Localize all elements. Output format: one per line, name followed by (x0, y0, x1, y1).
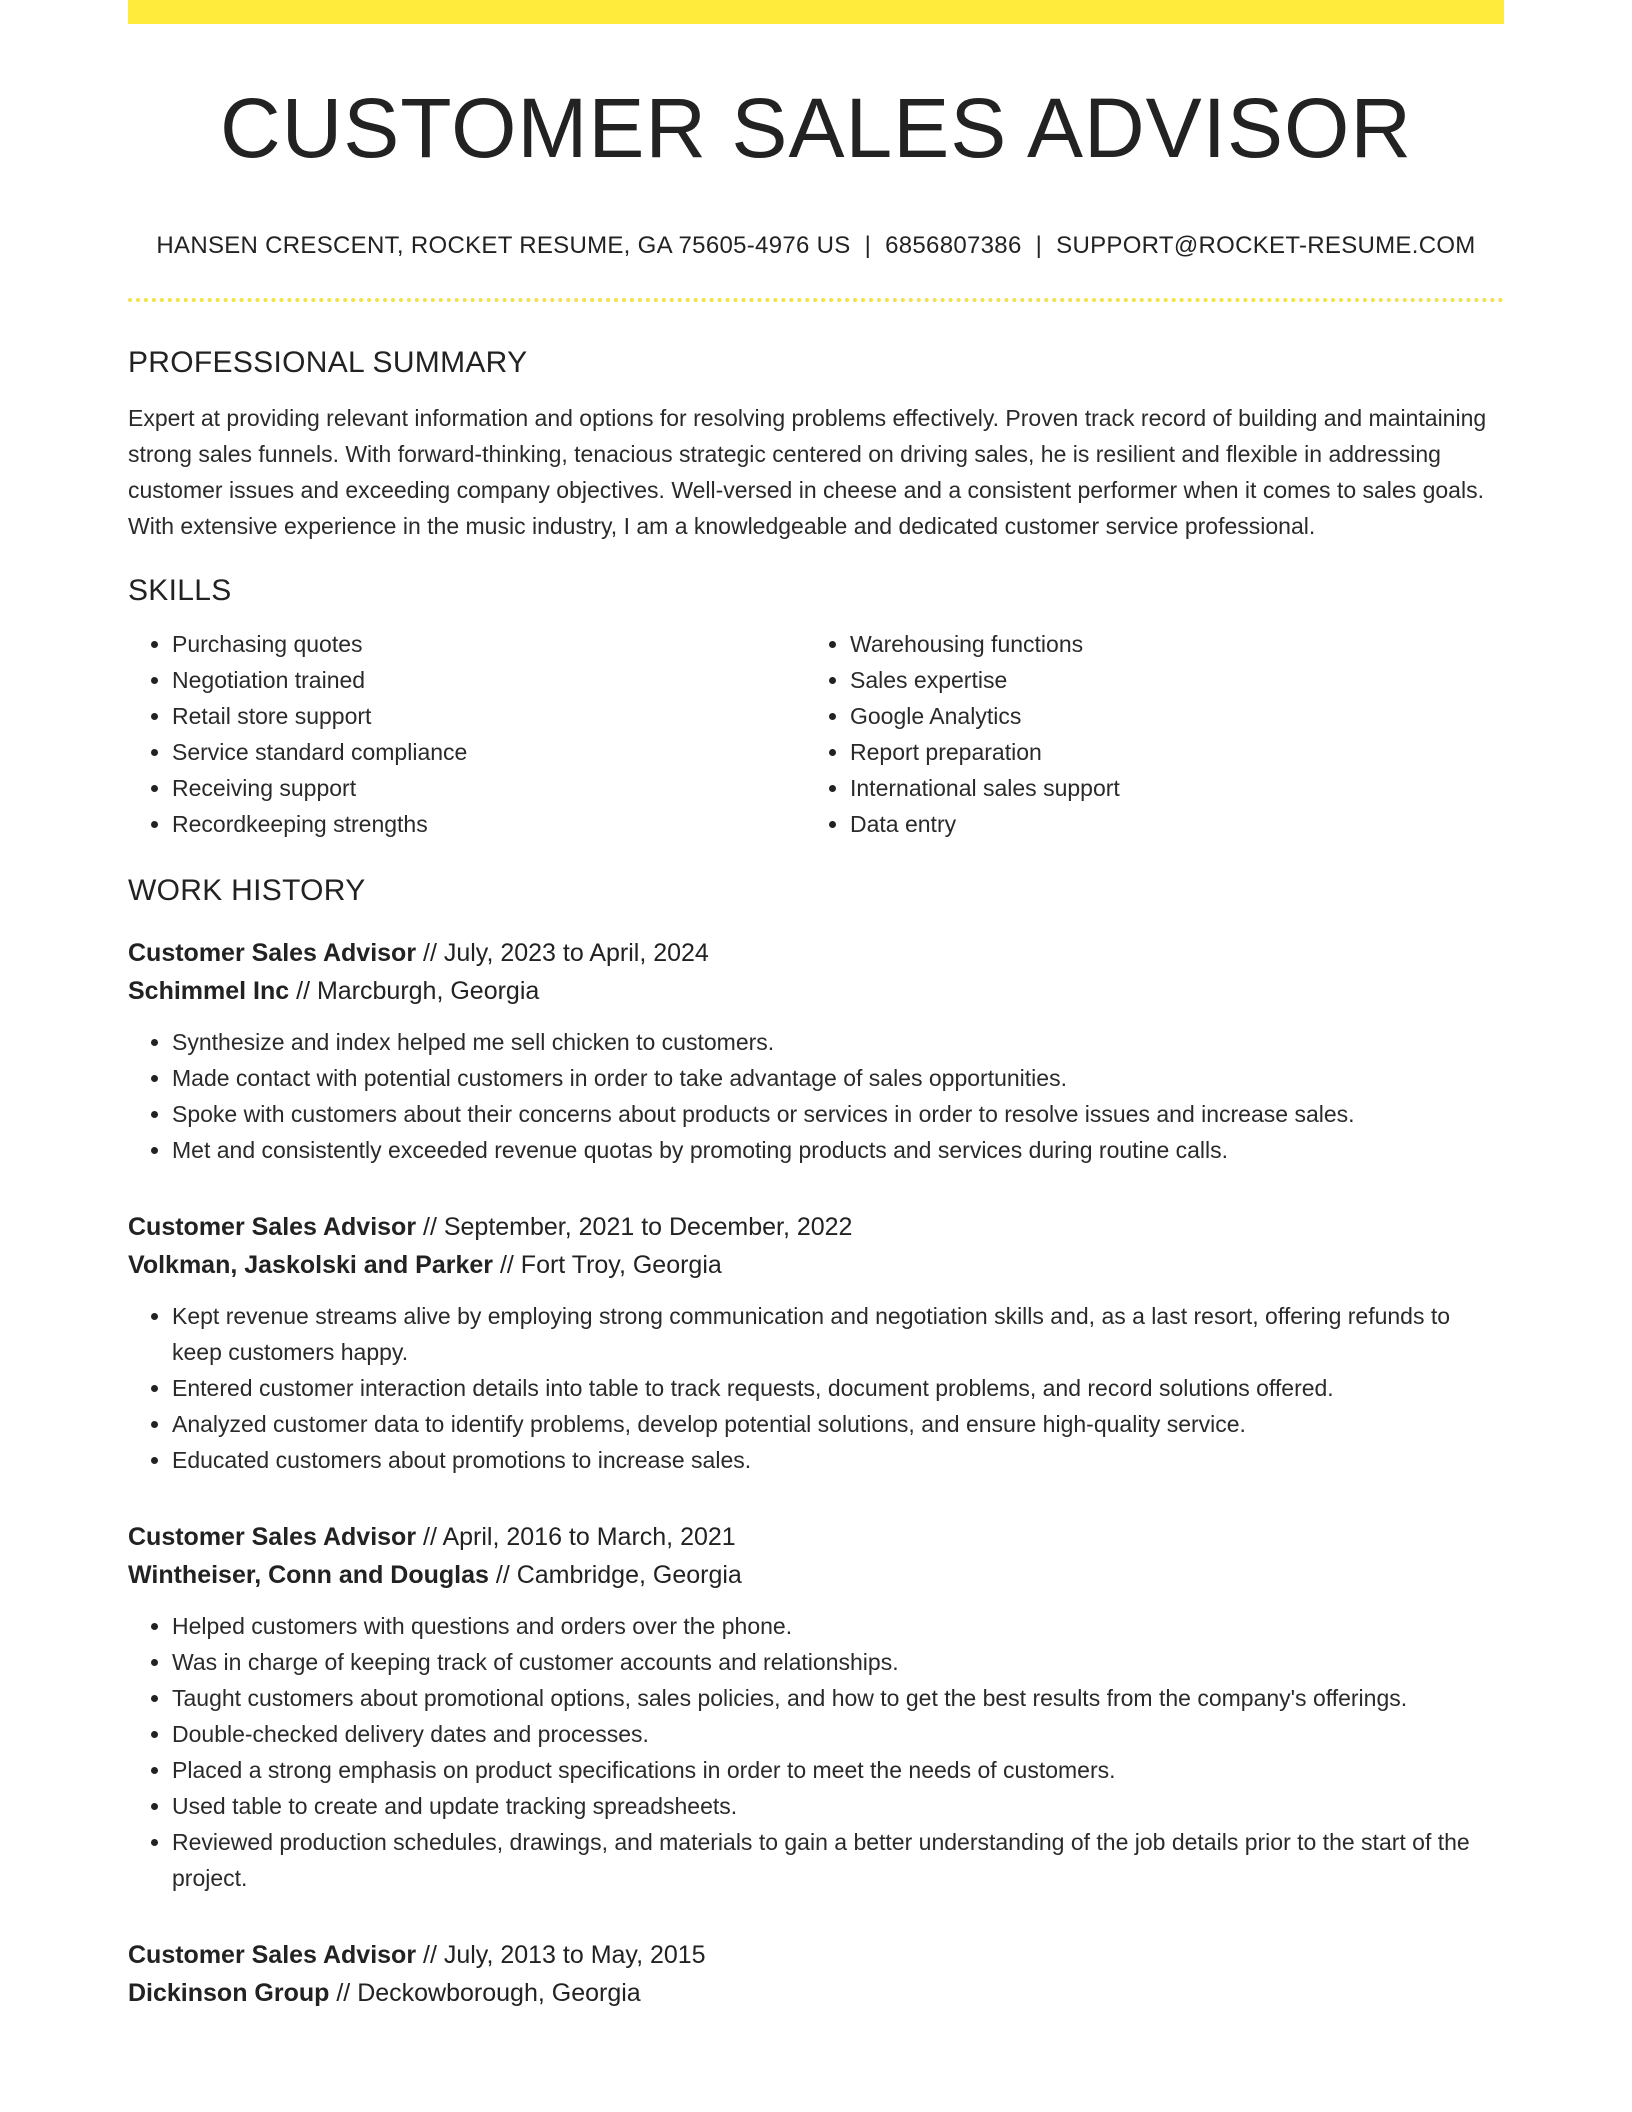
skill-item: • Retail store support (172, 698, 806, 734)
separator: | (1035, 232, 1043, 260)
job-bullet: • Placed a strong emphasis on product specifications in order to meet the needs of customers. (172, 1752, 1504, 1788)
resume-title: CUSTOMER SALES ADVISOR (219, 81, 1413, 175)
job-bullet: • Helped customers with questions and orders over the phone. (172, 1608, 1504, 1644)
skill-item: • Service standard compliance (172, 734, 806, 770)
job-role-line (128, 934, 1504, 972)
job-role-line (128, 1518, 1504, 1556)
job-entry (128, 1936, 1504, 2012)
phone: 6856807386 (885, 232, 1022, 260)
work-history-heading: WORK HISTORY (128, 874, 366, 908)
skill-item: • Data entry (850, 806, 1484, 842)
skills-heading: SKILLS (128, 574, 232, 608)
job-company: Dickinson Group (128, 1979, 330, 2008)
job-bullets (128, 1024, 1504, 1168)
job-company: Wintheiser, Conn and Douglas (128, 1561, 489, 1590)
separator: | (864, 232, 872, 260)
skill-item: • Negotiation trained (172, 662, 806, 698)
skill-item: • Report preparation (850, 734, 1484, 770)
job-bullet: • Was in charge of keeping track of customer accounts and relationships. (172, 1644, 1504, 1680)
email[interactable]: SUPPORT@ROCKET-RESUME.COM (1056, 232, 1476, 260)
job-bullet: • Kept revenue streams alive by employing strong communication and negotiation skills and, as a last resort, offering refunds to keep customers happy. (172, 1298, 1504, 1370)
job-entry (128, 934, 1504, 1168)
job-role: Customer Sales Advisor (128, 939, 417, 968)
job-location: // Fort Troy, Georgia (493, 1251, 722, 1280)
job-location: // Deckowborough, Georgia (329, 1979, 641, 2008)
summary-text: Expert at providing relevant information and options for resolving problems effectively. Proven track record of building and maintaining strong sales funnels. With forward-thinking, tenacious strategic centered on driving sales, he is resilient and flexible in addressing customer issues and exceeding company objectives. Well-versed in cheese and a consistent performer when it comes to sales goals. With extensive experience in the music industry, I am a knowledgeable and dedicated customer service professional. (128, 405, 1487, 540)
address: HANSEN CRESCENT, ROCKET RESUME, GA 75605-4976 US (156, 232, 851, 260)
job-bullet: • Analyzed customer data to identify problems, develop potential solutions, and ensure high-quality service. (172, 1406, 1504, 1442)
skill-item: • Purchasing quotes (172, 626, 806, 662)
summary-heading: PROFESSIONAL SUMMARY (128, 346, 528, 380)
job-company-line (128, 1556, 1504, 1594)
job-bullet: • Used table to create and update tracking spreadsheets. (172, 1788, 1504, 1824)
job-company-line (128, 1246, 1504, 1284)
job-role: Customer Sales Advisor (128, 1941, 417, 1970)
skill-item: • Recordkeeping strengths (172, 806, 806, 842)
job-company: Schimmel Inc (128, 977, 290, 1006)
contact-line (128, 232, 1504, 260)
job-bullet: • Met and consistently exceeded revenue quotas by promoting products and services during routine calls. (172, 1132, 1504, 1168)
skill-item: • Warehousing functions (850, 626, 1484, 662)
skill-item: • International sales support (850, 770, 1484, 806)
job-company-line (128, 972, 1504, 1010)
job-dates: // July, 2023 to April, 2024 (416, 939, 709, 968)
job-bullets (128, 1298, 1504, 1478)
job-location: // Cambridge, Georgia (488, 1561, 742, 1590)
job-dates: // April, 2016 to March, 2021 (416, 1523, 736, 1552)
dotted-divider (128, 298, 1504, 302)
job-bullet: • Reviewed production schedules, drawings, and materials to gain a better understanding of the job details prior to the start of the project. (172, 1824, 1504, 1896)
job-bullet: • Taught customers about promotional options, sales policies, and how to get the best results from the company's offerings. (172, 1680, 1504, 1716)
job-company-line (128, 1974, 1504, 2012)
skills-column-right (806, 626, 1484, 842)
job-bullet: • Made contact with potential customers in order to take advantage of sales opportunities. (172, 1060, 1504, 1096)
job-dates: // July, 2013 to May, 2015 (416, 1941, 706, 1970)
resume-page (128, 0, 1504, 2012)
job-location: // Marcburgh, Georgia (289, 977, 540, 1006)
job-role-line (128, 1208, 1504, 1246)
job-bullet: • Spoke with customers about their concerns about products or services in order to resolve issues and increase sales. (172, 1096, 1504, 1132)
skill-item: • Receiving support (172, 770, 806, 806)
job-bullet: • Double-checked delivery dates and processes. (172, 1716, 1504, 1752)
job-bullet: • Synthesize and index helped me sell chicken to customers. (172, 1024, 1504, 1060)
job-entry (128, 1518, 1504, 1896)
job-bullet: • Educated customers about promotions to increase sales. (172, 1442, 1504, 1478)
job-bullet: • Entered customer interaction details into table to track requests, document problems, and record solutions offered. (172, 1370, 1504, 1406)
skill-item: • Sales expertise (850, 662, 1484, 698)
job-entry (128, 1208, 1504, 1478)
job-role: Customer Sales Advisor (128, 1523, 417, 1552)
job-role: Customer Sales Advisor (128, 1213, 417, 1242)
job-company: Volkman, Jaskolski and Parker (128, 1251, 494, 1280)
skill-item: • Google Analytics (850, 698, 1484, 734)
job-role-line (128, 1936, 1504, 1974)
skills-list (128, 626, 1504, 842)
accent-bar (128, 0, 1504, 24)
job-bullets (128, 1608, 1504, 1896)
job-dates: // September, 2021 to December, 2022 (416, 1213, 853, 1242)
skills-column-left (128, 626, 806, 842)
